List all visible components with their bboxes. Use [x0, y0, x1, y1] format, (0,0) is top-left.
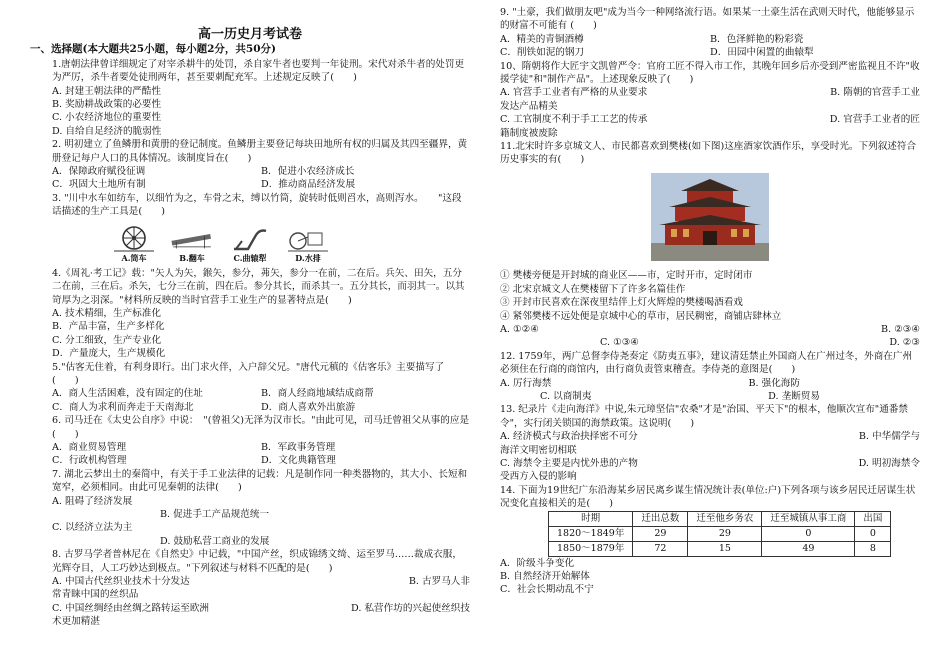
option-a: A. 官营手工业者有严格的从业要求	[500, 87, 648, 99]
option-d: D. 鼓励私营工商业的发展	[160, 535, 270, 547]
option-d: D. ②③	[889, 337, 920, 349]
option-a: A. 中国古代丝织业技术十分发达	[52, 576, 190, 588]
question-stem: 14. 下面为19世纪广东沿海某乡居民离乡谋生情况统计表(单位:户)下列各项与该乡居民迁居谋生状况变化直接相关的是( )	[500, 484, 916, 510]
option-a: A. 阻碍了经济发展	[52, 495, 133, 507]
option-d-continued: 受西方入侵的影响	[500, 471, 577, 483]
image-caption: B.翻车	[179, 252, 205, 263]
water-bellows-icon	[286, 225, 330, 253]
question-6	[30, 414, 470, 468]
option-b-continued: 海洋文明密切相联	[500, 444, 577, 456]
option-a: A. 经济模式与政治抉择密不可分	[500, 431, 638, 443]
question-stem: 4.《周礼·考工记》载："矢人为矢，鍭矢，参分，茀矢，参分一在前，二在后。兵矢、田矢，五分二在前，三在后。杀矢，七分三在前，四在后。参分其长，而杀其一。五分其长，而羽其一。以其笴厚为之羽深。"材料所反映的当时官营手工业生产的显著特点是( )	[52, 267, 465, 306]
option-b: B. ②③④	[881, 323, 920, 335]
question-stem: 13. 纪录片《走向海洋》中说,朱元璋坚信"农桑"才是"治国、平天下"的根本，他顺次宣布"通番禁令"，实行闭关锁国的海禁政策。这说明( )	[500, 404, 908, 429]
table-cell: 72	[633, 541, 688, 556]
option-b: B. 促进手工产品规范统一	[160, 509, 270, 520]
option-c: C. 以商制夷	[540, 390, 592, 402]
table-cell: 15	[688, 541, 762, 556]
option-b: B. 奖励耕战政策的必要性	[52, 99, 162, 111]
question-5	[30, 361, 470, 415]
option-d: D. 私营作坊的兴起使丝织技	[351, 602, 470, 614]
option-c: C．商人为求利而奔走于天南海北	[52, 401, 194, 413]
option-c: C. 小农经济地位的重要性	[52, 112, 162, 124]
option-a: A．阶级斗争变化	[500, 557, 575, 569]
table-cell: 1820～1849年	[549, 526, 633, 541]
fanlou-building-icon	[651, 173, 769, 261]
option-a: A．保障政府赋役征调	[52, 166, 146, 178]
image-caption: C.曲辕犁	[233, 252, 267, 263]
question-7	[30, 468, 470, 548]
question-12	[500, 350, 920, 404]
table-header: 迁出总数	[633, 511, 688, 526]
option-b: B．色泽鲜艳的粉彩瓷	[710, 33, 804, 45]
table-cell: 8	[855, 541, 891, 556]
option-b: B．产品丰富，生产多样化	[52, 321, 165, 333]
question-stem: 9. "土豪，我们做朋友吧"成为当今一种网络流行语。如果某一土豪生活在武则天时代，他能够显示的财富不可能有 ( )	[500, 7, 915, 32]
table-header-row	[549, 511, 891, 526]
question-stem: 11.北宋时许多京城文人、市民都喜欢到樊楼(如下图)这座酒家饮酒作乐，享受时光。下列叙述符合历史事实的有( )	[500, 141, 917, 166]
question-stem: 7. 湖北云梦出土的秦简中，有关于手工业法律的记载：凡是制作同一种类器物的，其大小、长短和宽窄，必须相同。由此可见秦朝的法律( )	[52, 468, 468, 494]
question-stem: 3. "川中水车如纺车，以细竹为之，车骨之末，缚以竹筒，旋转时低则舀水，高则泻水。 "这段话描述的生产工具是( )	[52, 192, 462, 218]
option-b: B. 隋朝的官营手工业	[830, 87, 920, 99]
option-d: D. 明初海禁令	[858, 457, 920, 469]
question-stem: 2. 明初建立了鱼鳞册和黄册的登记制度。鱼鳞册主要登记每块田地所有权的归属及其四至疆界，黄册登记每户人口的具体情况。该制度旨在( )	[52, 139, 468, 164]
option-b: B. 自然经济开始解体	[500, 571, 590, 582]
option-c: C. ①③④	[600, 337, 639, 349]
image-tongche	[110, 225, 158, 263]
option-c: C. 分工细致，生产专业化	[52, 334, 162, 346]
table-header: 迁至他乡务农	[688, 511, 762, 526]
option-d: D．产量庞大，生产规模化	[52, 348, 166, 360]
table-cell: 1850～1879年	[549, 541, 633, 556]
option-a: A. 封建王朝法律的严酷性	[52, 85, 161, 97]
question-stem: 8. 古罗马学者普林尼在《自然史》中记载，"中国产丝，织成锦绣文绮、运至罗马……裁成衣服，光辉夺目，人工巧妙达到极点。"下列叙述与材料不匹配的是( )	[52, 549, 462, 574]
question-13	[500, 403, 920, 483]
option-c: C．削铁如泥的钢刀	[500, 47, 585, 59]
option-b: B．军政事务管理	[261, 441, 336, 453]
left-column	[30, 0, 470, 629]
waterwheel-icon	[112, 225, 156, 253]
plow-icon	[228, 225, 272, 253]
fanlou-image	[500, 173, 920, 265]
table-row	[549, 541, 891, 556]
dragon-pump-icon	[170, 225, 214, 253]
tool-images	[30, 225, 470, 263]
option-d: D．推动商品经济发展	[261, 179, 356, 191]
question-9	[500, 6, 920, 60]
table-header: 出国	[855, 511, 891, 526]
table-cell: 49	[762, 541, 855, 556]
option-c: C. 海禁令主要是内忧外患的产物	[500, 457, 638, 469]
option-d: D．田园中闲置的曲辕犁	[710, 47, 814, 59]
option-a: A. 技术精细，生产标准化	[52, 307, 161, 319]
option-a: A．商业贸易管理	[52, 441, 127, 453]
table-cell: 29	[633, 526, 688, 541]
table-cell: 0	[762, 526, 855, 541]
image-quyuanli	[226, 225, 274, 263]
right-column	[500, 6, 920, 597]
option-b-continued: 发达产品精美	[500, 100, 558, 112]
option-d: D．文化典籍管理	[261, 455, 336, 467]
image-shuipai	[284, 225, 332, 263]
statement-4: ④ 紧邻樊楼不远处便是京城中心的草市，居民稠密，商铺店肆林立	[500, 310, 782, 322]
question-stem: 10、隋朝将作大匠宇文凯曾严令：官府工匠不得入市工作，其晚年回乡后亦受到严密监视且不许"收援学徒"和"制作产品"。上述现象反映了( )	[500, 60, 920, 86]
question-stem: 6. 司马迁在《太史公自序》中说： "(曾祖父)无泽为汉市长。"由此可见，司马迁曾祖父从事的应是( )	[52, 415, 470, 440]
question-4	[30, 267, 470, 361]
question-stem: 12. 1759年，两广总督李侍尧奏定《防夷五事》，建议清廷禁止外国商人在广州过冬，外商在广州必须住在行商的商馆内，由行商负责管束稽查。李侍尧的意图是( )	[500, 350, 913, 376]
option-a: A．商人生活困难，没有固定的住址	[52, 388, 203, 400]
table-cell: 29	[688, 526, 762, 541]
question-11	[500, 140, 920, 350]
question-2	[30, 138, 470, 192]
option-c: C. 中国丝绸经由丝绸之路转运至欧洲	[52, 602, 210, 614]
question-10	[500, 60, 920, 140]
image-caption: D.水排	[295, 252, 321, 263]
statement-2: ② 北宋京城文人在樊楼留下了许多名篇佳作	[500, 283, 686, 295]
option-a: A．精美的青铜酒樽	[500, 33, 584, 45]
table-header: 迁至城镇从事工商	[762, 511, 855, 526]
option-a: A. 厉行海禁	[500, 377, 552, 389]
statement-1: ① 樊楼旁便是开封城的商业区——市，定时开市，定时闭市	[500, 270, 753, 282]
question-8	[30, 548, 470, 628]
table-cell: 0	[855, 526, 891, 541]
question-stem: 5."估客无住着，有利身即行。出门求火伴，入户辞父兄。"唐代元稹的《估客乐》主要描写了( )	[52, 361, 445, 386]
statement-3: ③ 开封市民喜欢在深夜里结伴上灯火辉煌的樊楼喝酒看戏	[500, 297, 743, 309]
option-b: B. 古罗马人非	[408, 576, 470, 588]
option-c: C. 工官制度不利于手工工艺的传承	[500, 114, 648, 126]
option-c: C. 以经济立法为主	[52, 522, 133, 534]
question-3	[30, 192, 470, 263]
option-c: C．巩固大土地所有制	[52, 179, 146, 191]
option-d-continued: 籍制度被废除	[500, 127, 558, 139]
option-b: B. 中华儒学与	[858, 431, 920, 443]
option-c: C．社会长期动乱不宁	[500, 584, 594, 596]
option-b-continued: 常青睐中国的丝织品	[52, 589, 139, 601]
option-b: B．促进小农经济成长	[261, 166, 355, 178]
option-b: B．商人经商地域结成商帮	[261, 388, 374, 400]
question-1	[30, 58, 470, 138]
image-fanche	[168, 225, 216, 263]
option-d: D. 垄断贸易	[768, 390, 820, 402]
option-c: C．行政机构管理	[52, 455, 127, 467]
table-row	[549, 526, 891, 541]
option-d: D. 官营手工业者的匠	[829, 114, 920, 126]
option-d: D. 自给自足经济的脆弱性	[52, 125, 162, 137]
question-stem: 1.唐朝法律曾详细规定了对宰杀耕牛的处罚，杀自家牛者也要判一年徒刑。宋代对杀牛者的处罚更为严厉，杀牛者要处徒刑两年，甚至要刺配充军。上述规定反映了( )	[52, 58, 465, 84]
option-d-continued: 术更加精湛	[52, 616, 100, 628]
option-d: D．商人喜欢外出旅游	[261, 401, 356, 413]
image-caption: A.筒车	[121, 252, 147, 263]
question-14	[500, 484, 920, 597]
migration-table	[548, 511, 891, 557]
page-title: 高一历史月考试卷	[197, 27, 302, 42]
option-b: B. 强化海防	[748, 377, 800, 389]
section-heading: 一、选择题(本大题共25小题，每小题2分，共50分)	[30, 43, 276, 56]
table-header: 时期	[549, 511, 633, 526]
option-a: A. ①②④	[500, 323, 539, 335]
